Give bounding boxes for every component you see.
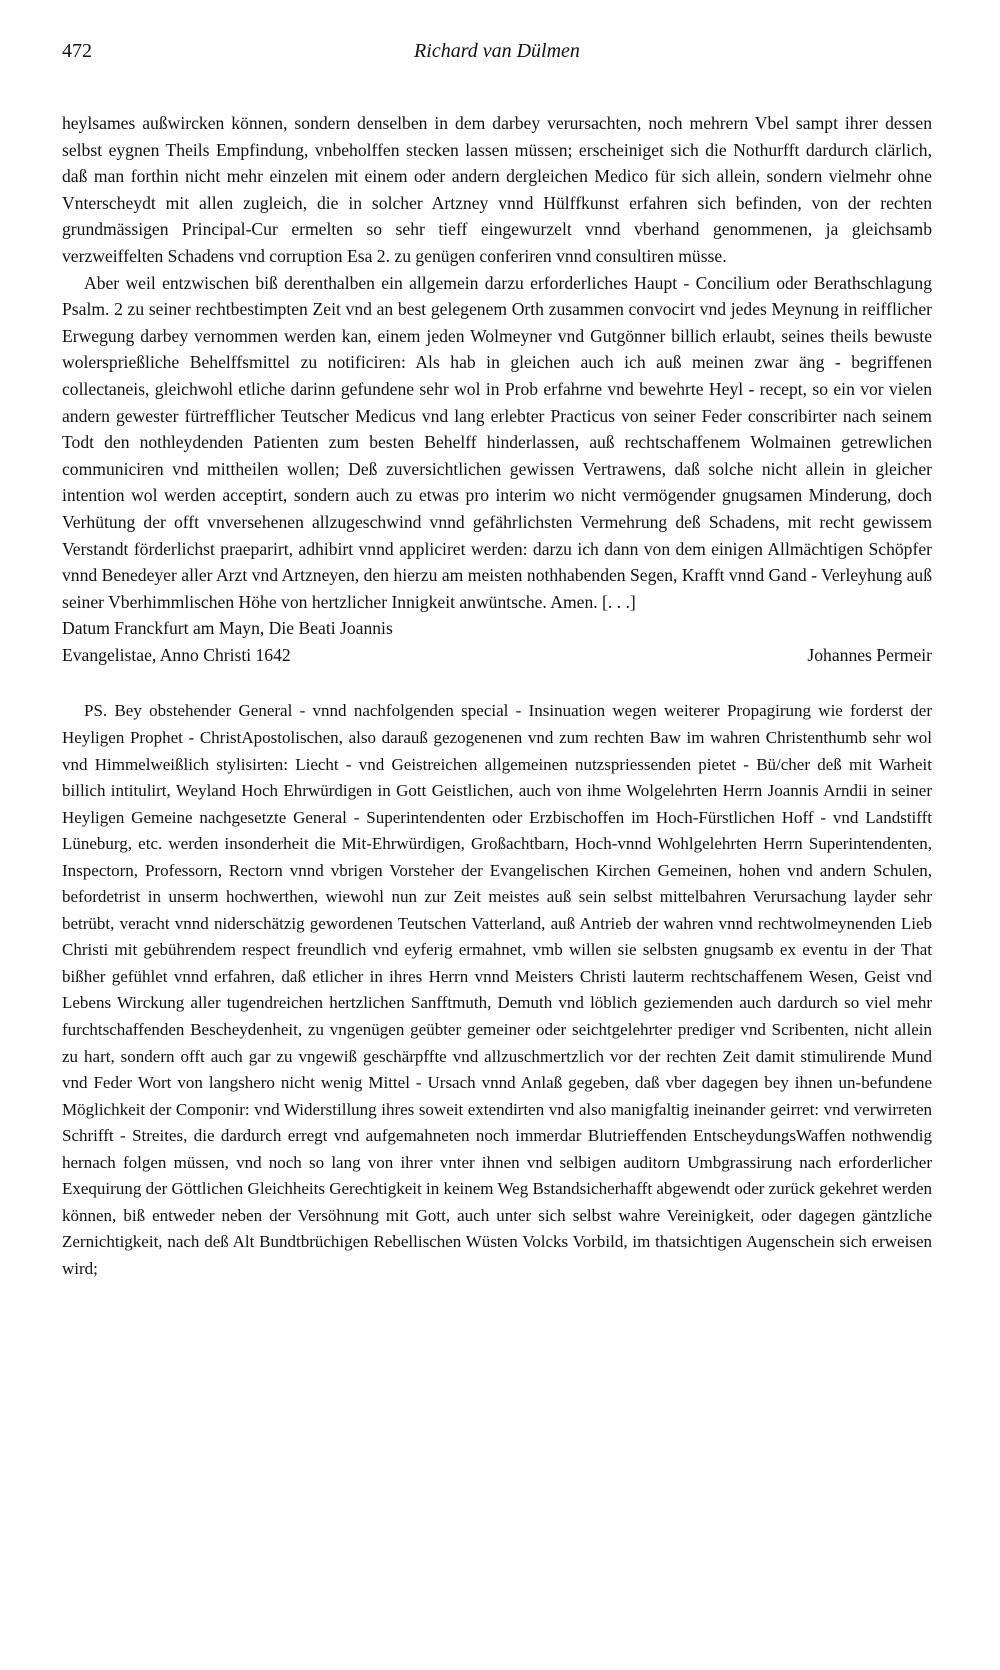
paragraph-1: heylsames außwircken können, sondern denselben in dem darbey verursachten, noch mehrern Vbel sampt ihrer dessen selbst eygnen Theils Empfindung, vnbeholffen stecken lassen müssen; erscheiniget sich die Nothurfft dardurch clärlich, daß man forthin nicht mehr einzelen mit einem oder andern dergleichen Medico für sich allein, sondern vielmehr ohne Vnterscheydt mit allen zugleich, die in solcher Artzney vnnd Hülffkunst erfahren sich befinden, von der rechten grundmässigen Principal-Cur ermelten so sehr tieff eingewurzelt vnnd vberhand genommenen, ja gleichsamb verzweiffelten Schadens vnd corruption Esa 2. zu genügen conferiren vnnd consultiren müsse. — [62, 113, 932, 266]
signature: Johannes Permeir — [807, 644, 932, 665]
paragraph-2: Aber weil entzwischen biß derenthalben ein allgemein darzu erforderliches Haupt - Concilium oder Berathschlagung Psalm. 2 zu seiner rechtbestimpten Zeit vnd an best gelegenem Orth zusammen convocirt vnd jedes Meynung in reifflicher Erwegung darbey vernommen werden kan, einem jeden Wolmeyner vnd Gutgönner billich erlaubt, seines theils bewuste wolersprießliche Behelffsmittel zu notificiren: Als hab in gleichen auch ich auß meinen zwar äng - begriffenen collectaneis, gleichwohl etliche darinn gefundene sehr wol in Prob erfahrne vnd bewehrte Heyl - recept, so ein vor vielen andern gewester fürtrefflicher Teutscher Medicus vnd lang erlebter Practicus von seiner Feder conscribirter nach seinem Todt den nothleydenden Patienten zum besten Behelff hinderlassen, auß rechtschaffenem Wolmainen getrewlichen communiciren vnd mittheilen wollen; Deß zuversichtlichen gewissen Vertrawens, daß solche nicht allein in gleicher intention wol werden acceptirt, sondern auch zu etwas pro interim wo nicht vermögender gnugsamen Minderung, doch Verhütung der offt vnversehenen allzugeschwind vnnd gefährlichsten Vermehrung deß Schadens, mit recht gewissem Verstandt förderlichst praeparirt, adhibirt vnnd appliciret werden: darzu ich dann von dem einigen Allmächtigen Schöpfer vnnd Benedeyer aller Arzt vnd Artzneyen, den hierzu am meisten nothhabenden Segen, Krafft vnnd Gand - Verleyhung auß seiner Vberhimmlischen Höhe von hertzlicher Innigkeit anwüntsche. Amen. [. . .] — [62, 272, 932, 612]
page-header — [62, 40, 932, 80]
postscript-block — [62, 698, 932, 1282]
postscript: PS. Bey obstehender General - vnnd nachfolgenden special - Insinuation wegen weiterer Propagirung wie forderst der Heyligen Prophet - ChristApostolischen, also darauß gezogenenen vnd zum rechten Baw im wahren Christenthumb sehr wol vnd Himmelweißlich stylisirten: Liecht - vnd Geistreichen allgemeinen nutzspriessenden pietet - Bü/cher deß mit Warheit billich intitulirt, Weyland Hoch Ehrwürdigen in Gott Geistlichen, auch von ihme Wolgelehrten Herrn Joannis Arndii in seiner Heyligen Gemeine nachgesetzte General - Superintendenten oder Erzbischoffen im Hoch-Fürstlichen Hoff - vnd Landstifft Lüneburg, etc. werden insonderheit die Mit-Ehrwürdigen, Großachtbarn, Hoch-vnnd Wohlgelehrten Herrn Superintendenten, Inspectorn, Professorn, Rectorn vnnd vbrigen Vorsteher der Evangelischen Kirchen Gemeinen, hohen vnd andern Schulen, befordetrist in unserm hochwerthen, wiewohl nun zur Zeit meistes auß sein selbst mittelbahren Verursachung layder sehr betrübt, veracht vnnd niderschätzig gewordenen Teutschen Vatterland, auß Antrieb der wahren vnnd rechtwolmeynenden Lieb Christi mit gebührendem respect freundlich vnd eyferig ermahnet, vmb willen sie selbsten gnugsamb ex eventu in der That bißher gefühlet vnnd erfahren, daß etlicher in ihres Herrn vnnd Meisters Christi lauterm rechtschaffenem Wesen, Geist vnd Lebens Wirckung aller tugendreichen hertzlichen Sanfftmuth, Demuth vnd löblich geziemenden auch dardurch so viel mehr furchtschaffenden Bescheydenheit, zu vngenügen geübter gemeiner oder seichtgelehrter prediger vnd Scribenten, nicht allein zu hart, sondern offt auch gar zu vngewiß geschärpffte vnd allzuschmertzlich vor der rechten Zeit damit stimulirende Mund vnd Feder Wort von langshero nicht wenig Mittel - Ursach vnnd Anlaß gegeben, daß vber dagegen bey ihnen un-befundene Möglichkeit der Componir: vnd Widerstillung ihres soweit extendirten vnd also manigfaltig ineinander geirret: vnd verwirreten Schrifft - Streites, die dardurch erregt vnd aufgemahneten noch immerdar Blutrieffenden EntscheydungsWaffen nothwendig hernach folgen müssen, vnd noch so lang von ihrer vnter ihnen vnd selbigen auditorn Umbgrassirung nach erforderlicher Exequirung der Göttlichen Gleichheits Gerechtigkeit in keinem Weg Bstandsicherhafft abgewendt oder zurück gekehret werden können, biß entweder neben der Versöhnung mit Gott, auch unter sich selbst wahre Vereinigkeit, oder dagegen gäntzliche Zernichtigkeit, nach deß Alt Bundtbrüchigen Rebellischen Wüsten Volcks Vorbild, im thatsichtigen Augenschein sich erweisen wird; — [62, 701, 932, 1278]
page-number: 472 — [62, 40, 92, 62]
book-page — [62, 40, 932, 1283]
letter-body — [62, 110, 932, 668]
dateline-line-2: Evangelistae, Anno Christi 1642 — [62, 644, 291, 665]
dateline-line-1: Datum Franckfurt am Mayn, Die Beati Joannis — [62, 618, 393, 639]
running-head: Richard van Dülmen — [414, 40, 580, 62]
dateline-row — [62, 642, 932, 669]
